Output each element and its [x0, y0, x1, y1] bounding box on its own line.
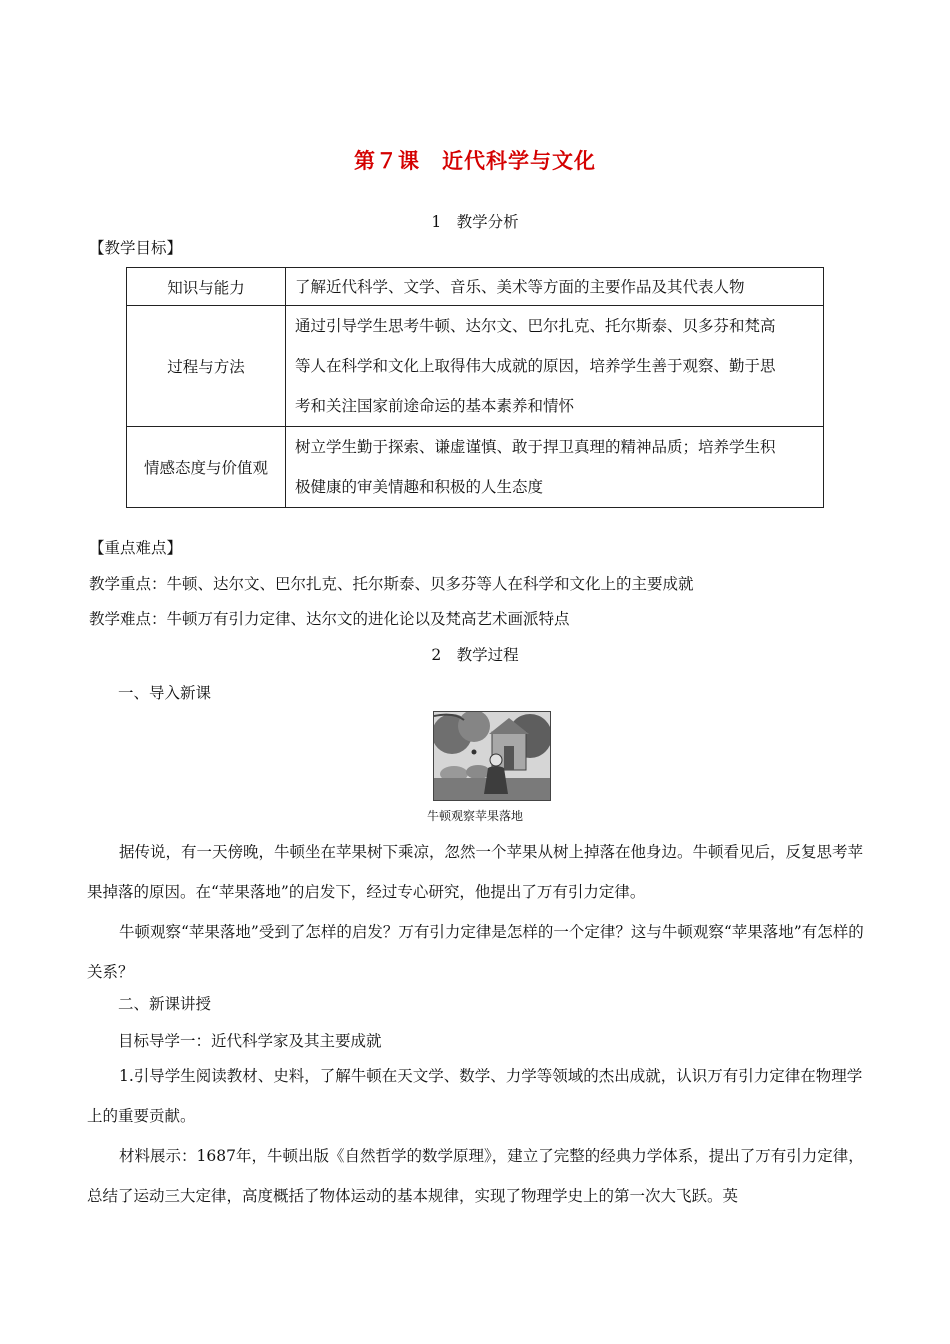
lesson-title: 第７课 近代科学与文化: [354, 148, 596, 173]
figure-caption: 牛顿观察苹果落地: [426, 809, 523, 823]
keypoints-heading: 【重点难点】: [89, 539, 183, 557]
key-point: 教学重点：牛顿、达尔文、巴尔扎克、托尔斯泰、贝多芬等人在科学和文化上的主要成就: [89, 575, 694, 593]
objectives-heading: 【教学目标】: [89, 239, 183, 257]
table-row: [127, 427, 824, 508]
section-heading-process: 2 教学过程: [431, 646, 519, 664]
objective-content: [286, 268, 824, 306]
objectives-table: [126, 267, 824, 508]
table-row: [127, 268, 824, 306]
objective-label: 过程与方法: [127, 306, 286, 427]
difficult-point: 教学难点：牛顿万有引力定律、达尔文的进化论以及梵高艺术画派特点: [89, 610, 570, 628]
objective-line: 等人在科学和文化上取得伟大成就的原因，培养学生善于观察、勤于思: [295, 357, 776, 375]
objective-line: 了解近代科学、文学、音乐、美术等方面的主要作品及其代表人物: [295, 277, 745, 296]
objective-label: 知识与能力: [127, 268, 286, 306]
newton-apple-illustration: [433, 711, 551, 801]
objective-line: 树立学生勤于探索、谦虚谨慎、敢于捍卫真理的精神品质；培养学生积: [295, 438, 776, 456]
question-paragraph: 牛顿观察“苹果落地”受到了怎样的启发？万有引力定律是怎样的一个定律？这与牛顿观察“苹果落地”有怎样的关系？: [87, 923, 864, 981]
objective-label: 情感态度与价值观: [127, 427, 286, 508]
table-row: [127, 306, 824, 427]
section-heading-analysis: 1 教学分析: [431, 213, 519, 231]
objective-line: 考和关注国家前途命运的基本素养和情怀: [295, 397, 575, 415]
intro-paragraph: 据传说，有一天傍晚，牛顿坐在苹果树下乘凉，忽然一个苹果从树上掉落在他身边。牛顿看见后，反复思考苹果掉落的原因。在“苹果落地”的启发下，经过专心研究，他提出了万有引力定律。: [87, 843, 864, 901]
objective-line: 通过引导学生思考牛顿、达尔文、巴尔扎克、托尔斯泰、贝多芬和梵高: [295, 317, 776, 335]
goal-heading: 目标导学一：近代科学家及其主要成就: [118, 1032, 382, 1050]
illustration-drawing: [434, 712, 550, 800]
new-lesson-heading: 二、新课讲授: [118, 995, 212, 1013]
objective-content: [286, 427, 824, 508]
intro-heading: 一、导入新课: [118, 684, 212, 702]
objective-content: [286, 306, 824, 427]
guided-item-1: 1.引导学生阅读教材、史料，了解牛顿在天文学、数学、力学等领域的杰出成就，认识万有引力定律在物理学上的重要贡献。: [87, 1067, 863, 1125]
material-paragraph: 材料展示：1687年，牛顿出版《自然哲学的数学原理》，建立了完整的经典力学体系，提出了万有引力定律，总结了运动三大定律，高度概括了物体运动的基本规律，实现了物理学史上的第一次大飞跃。英: [87, 1147, 864, 1205]
objective-line: 极健康的审美情趣和积极的人生态度: [295, 478, 544, 496]
